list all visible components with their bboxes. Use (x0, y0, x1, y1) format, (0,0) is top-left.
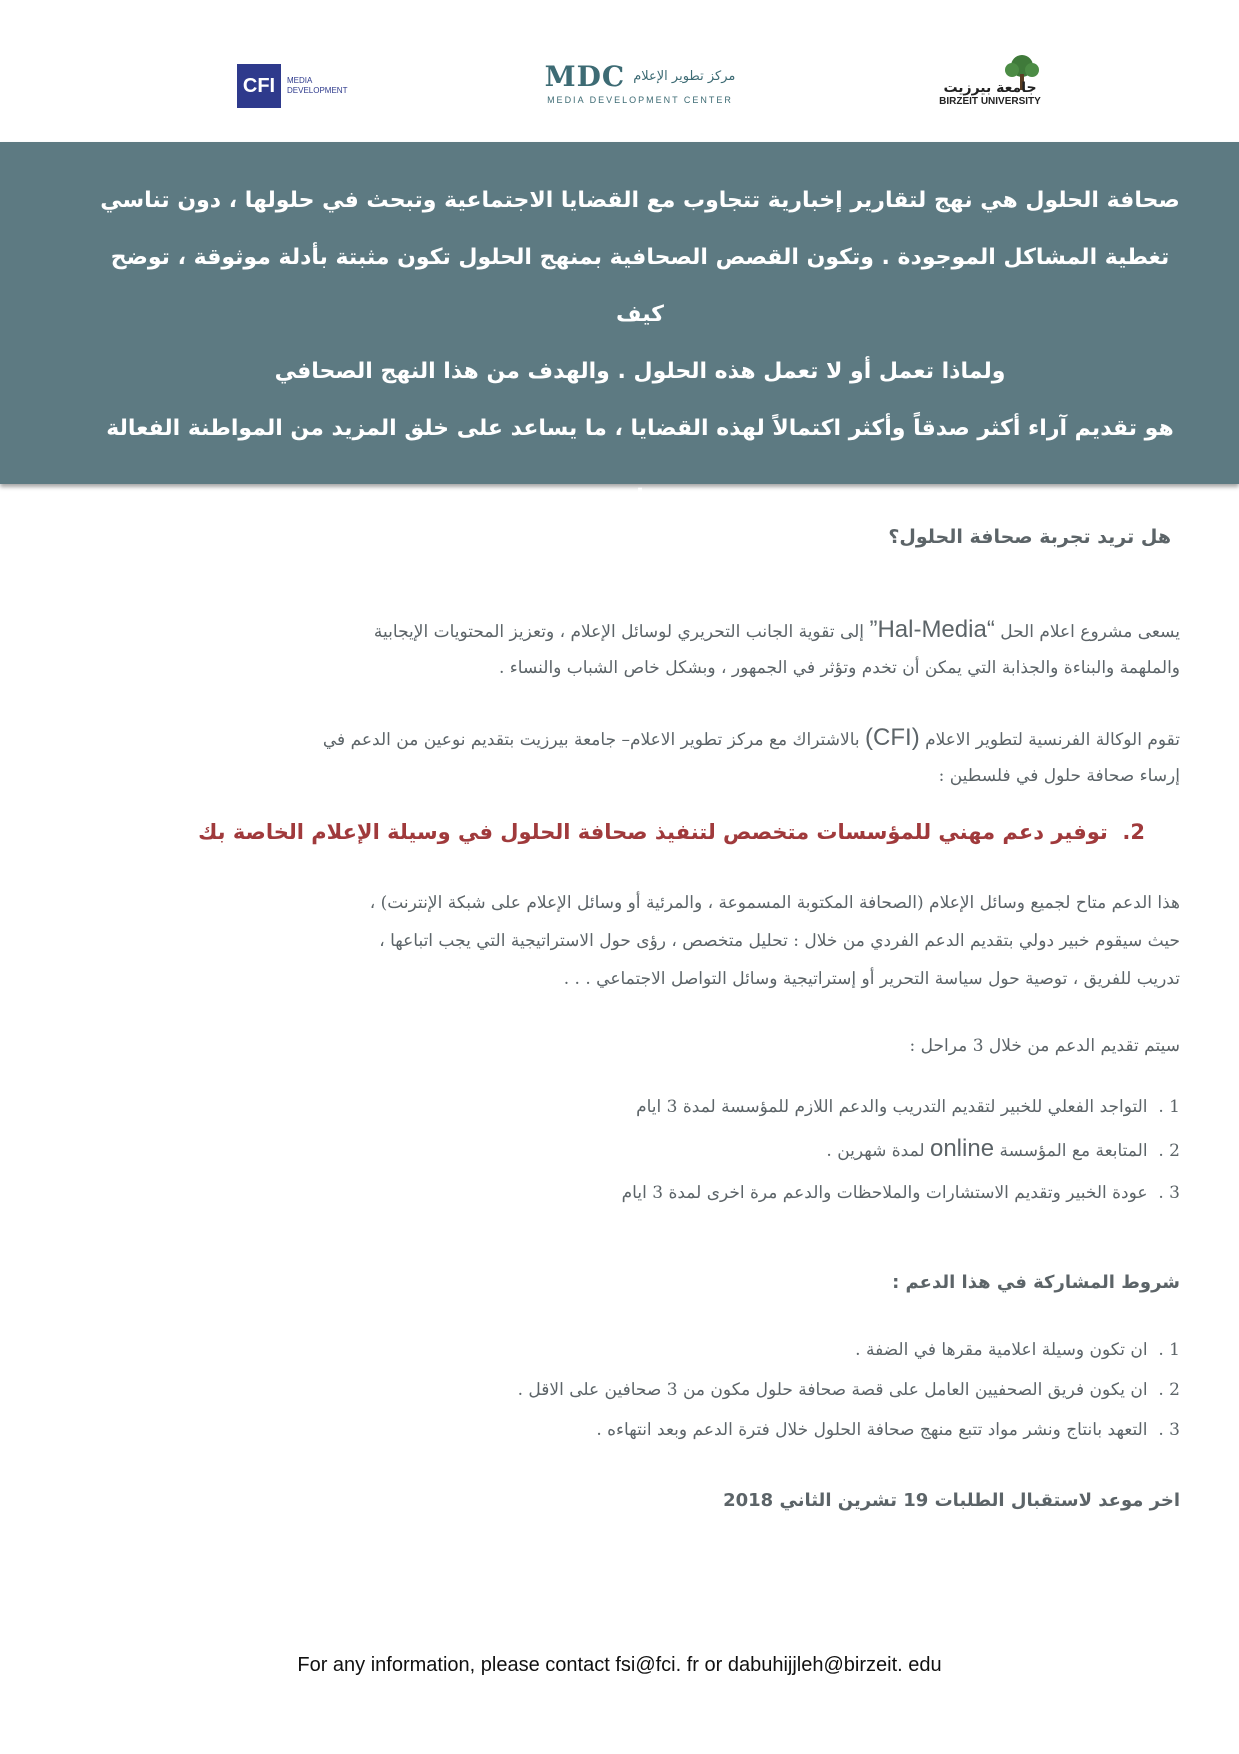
list-text: ان تكون وسيلة اعلامية مقرها في الضفة . (855, 1340, 1148, 1360)
cfi-acronym: (CFI) (865, 724, 920, 751)
project-name: “Hal-Media” (869, 616, 995, 643)
list-item (115, 1330, 1180, 1370)
list-text: ان يكون فريق الصحفيين العامل على قصة صحافة حلول مكون من 3 صحافين على الاقل . (517, 1380, 1148, 1400)
banner-line: تغطية المشاكل الموجودة . وتكون القصص الصحافية بمنهج الحلول تكون مثبتة بأدلة موثوقة ، توضح كيف (110, 245, 1170, 327)
list-text: عودة الخبير وتقديم الاستشارات والملاحظات والدعم مرة اخرى لمدة 3 ايام (621, 1183, 1148, 1203)
phases-intro: سيتم تقديم الدعم من خلال 3 مراحل : (909, 1036, 1180, 1056)
list-text: المتابعة مع المؤسسة (994, 1141, 1148, 1161)
banner-line: هو تقديم آراء أكثر صدقاً وأكثر اكتمالاً لهذه القضايا ، ما يساعد على خلق المزيد من المواطنة الفعالة . (106, 416, 1174, 498)
contact-footer: For any information, please contact fsi@fci. fr or dabuhijjleh@birzeit. edu (297, 1654, 942, 1676)
phases-list (115, 1086, 1180, 1214)
mdc-logo-subtitle: MEDIA DEVELOPMENT CENTER (547, 95, 733, 105)
mdc-logo-arabic: مركز تطوير الإعلام (633, 69, 736, 84)
header-logos (0, 0, 1239, 142)
partners-text-end: بالاشتراك مع مركز تطوير الاعلام– جامعة بيرزيت بتقديم نوعين من الدعم في (322, 730, 866, 750)
list-number: 1 . (1158, 1340, 1180, 1360)
project-text-line2: والملهمة والبناءة والجذابة التي يمكن أن تخدم وتؤثر في الجمهور ، وبشكل خاص الشباب والنساء . (498, 658, 1180, 678)
mdc-logo (540, 60, 740, 105)
list-number: 3 . (1158, 1183, 1180, 1203)
partners-text-start: تقوم الوكالة الفرنسية لتطوير الاعلام (919, 730, 1180, 750)
section-number: 2. (1122, 820, 1145, 844)
cfi-logo (237, 64, 357, 108)
birzeit-logo-arabic: جامعة بيرزيت (943, 80, 1037, 96)
banner-line: صحافة الحلول هي نهج لتقارير إخبارية تتجاوب مع القضايا الاجتماعية وتبحث في حلولها ، دون تناسي (100, 188, 1180, 213)
partners-paragraph (115, 720, 1180, 794)
list-number: 3 . (1158, 1420, 1180, 1440)
list-number: 2 . (1158, 1380, 1180, 1400)
list-item (115, 1370, 1180, 1410)
project-paragraph (115, 612, 1180, 686)
question-heading: هل تريد تجربة صحافة الحلول؟ (888, 526, 1171, 548)
project-text-start: يسعى مشروع اعلام الحل (994, 622, 1180, 642)
section-title: توفير دعم مهني للمؤسسات متخصص لتنفيذ صحافة الحلول في وسيلة الإعلام الخاصة بك (198, 820, 1108, 844)
list-number: 2 . (1158, 1141, 1180, 1161)
cfi-logo-text: MEDIA DEVELOPMENT (287, 76, 348, 95)
banner-line: ولماذا تعمل أو لا تعمل هذه الحلول . والهدف من هذا النهج الصحافي (274, 359, 1006, 384)
support-description (115, 884, 1180, 998)
list-item (115, 1172, 1180, 1214)
intro-banner (0, 142, 1239, 498)
online-word: online (929, 1135, 995, 1162)
list-text: لمدة شهرين . (826, 1141, 930, 1161)
project-text-end: إلى تقوية الجانب التحريري لوسائل الإعلام ، وتعزيز المحتويات الإيجابية (373, 622, 870, 642)
support-line: هذا الدعم متاح لجميع وسائل الإعلام (الصحافة المكتوبة المسموعة ، والمرئية أو وسائل الإعلام على شبكة الإنترنت) ، (369, 893, 1180, 913)
birzeit-logo (920, 54, 1060, 107)
list-item (115, 1410, 1180, 1450)
deadline-text: اخر موعد لاستقبال الطلبات 19 تشرين الثاني 2018 (723, 1490, 1180, 1511)
birzeit-logo-english: BIRZEIT UNIVERSITY (939, 96, 1041, 107)
support-line: حيث سيقوم خبير دولي بتقديم الدعم الفردي من خلال : تحليل متخصص ، رؤى حول الاستراتيجية التي يجب اتباعها ، (379, 931, 1180, 951)
list-item (115, 1086, 1180, 1128)
list-number: 1 . (1158, 1097, 1180, 1117)
cfi-logo-mark: CFI (237, 64, 281, 108)
section-2-heading (115, 820, 1145, 844)
partners-text-line2: إرساء صحافة حلول في فلسطين : (938, 766, 1180, 786)
list-text: التواجد الفعلي للخبير لتقديم التدريب والدعم اللازم للمؤسسة لمدة 3 ايام (636, 1097, 1148, 1117)
conditions-list (115, 1330, 1180, 1450)
list-text: التعهد بانتاج ونشر مواد تتبع منهج صحافة الحلول خلال فترة الدعم وبعد انتهاءه . (596, 1420, 1148, 1440)
intro-banner-text (100, 172, 1180, 514)
list-item (115, 1128, 1180, 1172)
support-line: تدريب للفريق ، توصية حول سياسة التحرير أو إستراتيجية وسائل التواصل الاجتماعي . . . (563, 969, 1180, 989)
mdc-logo-letters: MDC (544, 60, 626, 93)
conditions-heading: شروط المشاركة في هذا الدعم : (892, 1272, 1180, 1293)
